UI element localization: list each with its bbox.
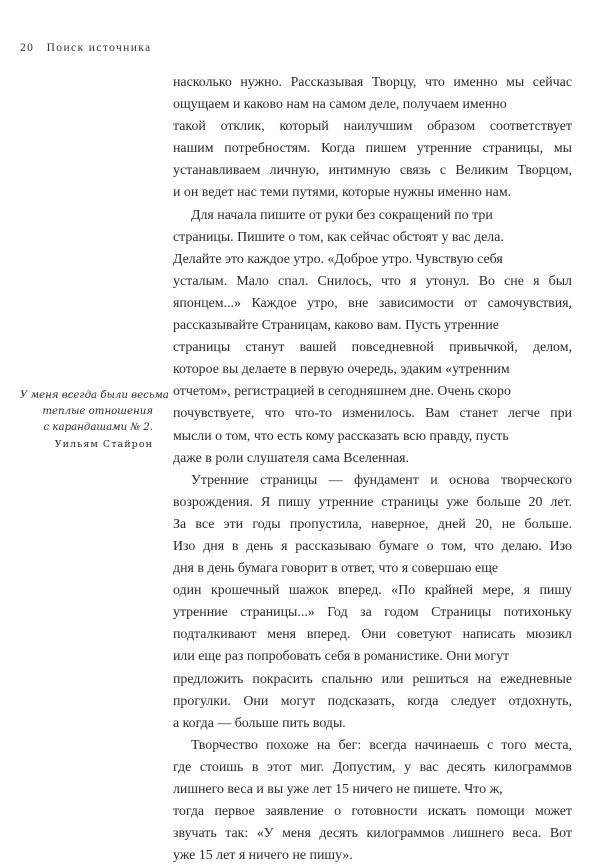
text-line: японцем...» Каждое утро, вне зависимости от самочувствия, [173, 295, 572, 311]
text-line: прогулки. Они могут подсказать, когда следует отдохнуть, [173, 693, 572, 709]
margin-quote [20, 388, 169, 453]
text-line: один крошечный шажок вперед. «По крайней мере, я пишу [173, 583, 572, 599]
text-line: страницы станут вашей повседневной привычкой, делом, [173, 340, 572, 356]
text-line: рассказывайте Страницам, каково вам. Пусть утренние [173, 318, 499, 334]
text-line: ощущаем и каково нам на самом деле, получаем именно [173, 97, 507, 113]
page-number: 20 [20, 42, 35, 54]
text-line: лишнего веса и вы уже лет 15 ничего не пишете. Что ж, [173, 782, 503, 797]
text-line: тогда первое заявление о готовности искать помощи может [173, 804, 572, 820]
text-line: почувствуете, что что-то изменилось. Вам станет легче при [173, 406, 572, 422]
text-line: мысли о том, что есть кому рассказать всю правду, пусть [173, 428, 509, 444]
text-line: подталкивают меня вперед. Они советуют написать мюзикл [173, 627, 572, 643]
text-line: такой отклик, который наилучшим образом соответствует [173, 119, 572, 135]
text-line: Делайте это каждое утро. «Доброе утро. Чувствую себя [173, 251, 503, 267]
text-line: усталым. Мало спал. Снилось, что я утонул. Во сне я был [173, 273, 572, 289]
text-line: насколько нужно. Рассказывая Творцу, что именно мы сейчас [173, 75, 572, 90]
quote-line: с карандашами № 2. [43, 422, 153, 433]
text-line: и он ведет нас теми путями, которые нужны именно нам. [173, 185, 512, 201]
text-line: звучать так: «У меня десять килограммов лишнего веса. Вот [173, 826, 572, 842]
running-header [20, 42, 152, 54]
quote-author: Уильям Стайрон [54, 439, 153, 450]
text-line: Утренние страницы — фундамент и основа творческого [191, 472, 572, 488]
text-line: возрождения. Я пишу утренние страницы уже больше 20 лет. [173, 494, 572, 510]
text-line: даже в роли слушателя сама Вселенная. [173, 450, 410, 466]
text-line: Изо дня в день я рассказываю бумаге о том, что делаю. Изо [173, 538, 572, 554]
text-line: утренние страницы...» Год за годом Страницы потихоньку [173, 605, 572, 621]
text-line: которое вы делаете в первую очередь, эдаким «утренним [173, 362, 510, 378]
text-line: дня в день бумага говорит в ответ, что я совершаю еще [173, 561, 499, 577]
text-line: нашим потребностям. Когда пишем утренние страницы, мы [173, 141, 572, 157]
text-line: а когда — больше пить воды. [173, 715, 346, 731]
text-line: страницы. Пишите о том, как сейчас обстоят у вас дела. [173, 229, 504, 245]
main-text [173, 72, 572, 867]
running-title: Поиск источника [46, 42, 152, 54]
text-line: Творчество похоже на бег: всегда начинаешь с того места, [191, 737, 572, 753]
text-line: устанавливаем личную, интимную связь с Великим Творцом, [173, 163, 572, 179]
quote-line: теплые отношения [42, 406, 153, 417]
text-line: или еще раз попробовать себя в романистике. Они могут [173, 649, 510, 665]
text-line: Для начала пишите от руки без сокращений по три [191, 207, 493, 223]
text-line: отчетом», регистрацией в сегодняшнем дне. Очень скоро [173, 384, 511, 400]
text-line: предложить покрасить спальню или решиться на ежедневные [173, 671, 572, 687]
quote-line: У меня всегда были весьма [20, 390, 169, 401]
text-line: За все эти годы пропустила, наверное, дней 20, не больше. [173, 516, 572, 532]
text-line: где стоишь в этот миг. Допустим, у вас десять килограммов [173, 759, 572, 775]
text-line: уже 15 лет я ничего не пишу». [173, 848, 353, 864]
